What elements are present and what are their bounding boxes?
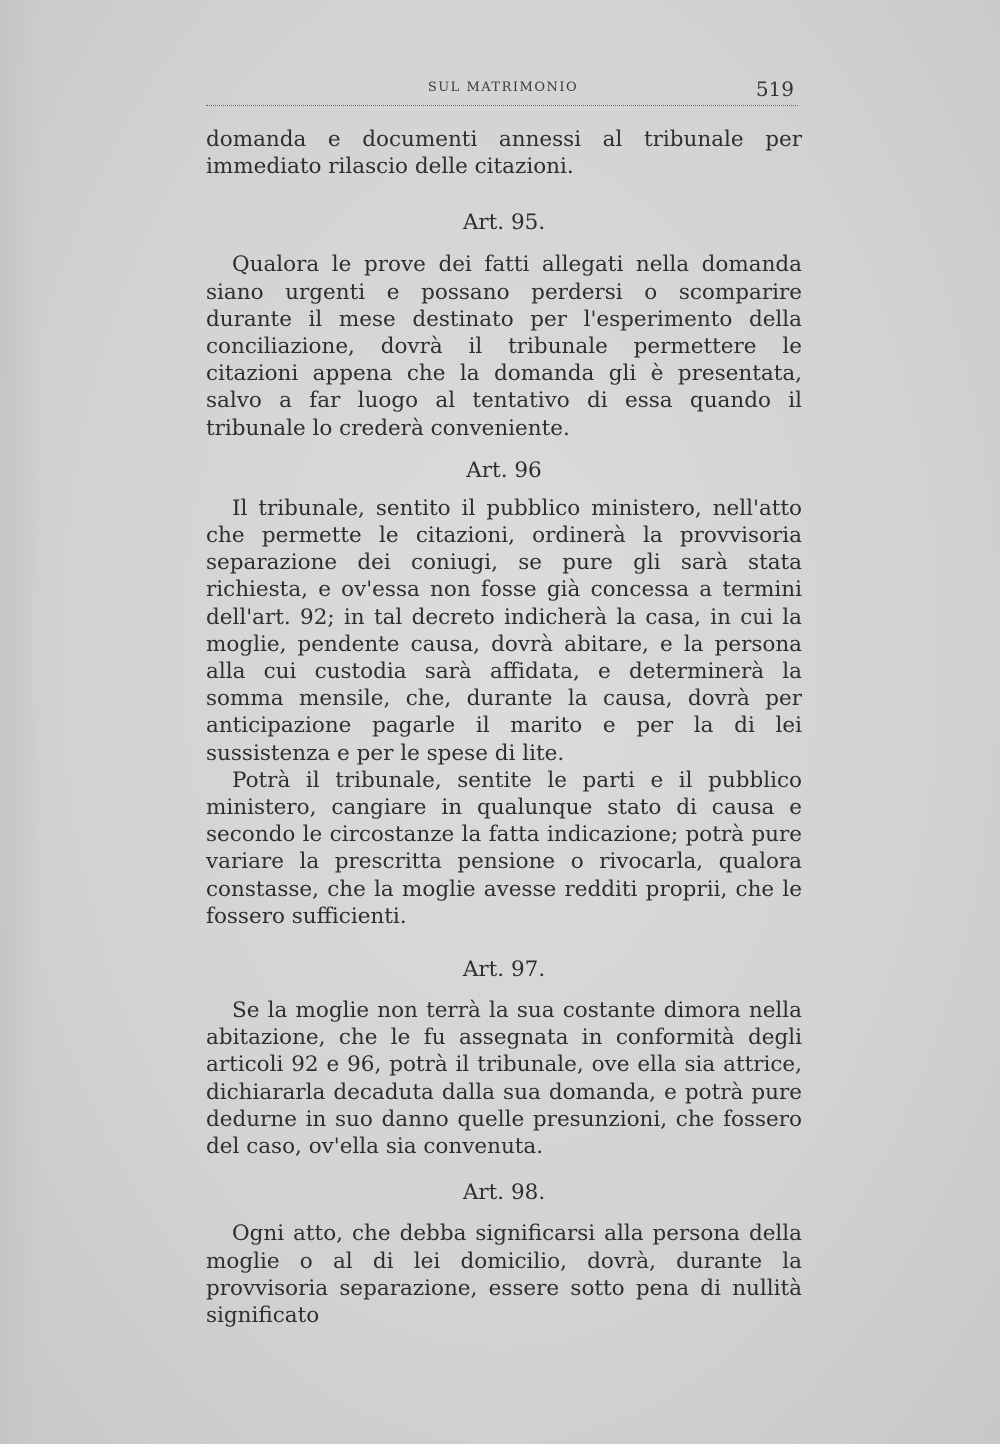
header-rule (206, 105, 798, 106)
article-96-paragraph-2: Potrà il tribunale, sentite le parti e il pubblico ministero, cangiare in qualunque stato di causa e secondo le circostanze la fatta indicazione; potrà pure variare la prescritta pensione o rivocarla, qualora constasse, che la moglie avesse redditi proprii, che le fossero sufficienti. (206, 767, 802, 929)
continuation-paragraph: domanda e documenti annessi al tribunale per immediato rilascio delle citazioni. (206, 127, 802, 180)
article-heading-97: Art. 97. (462, 957, 546, 983)
running-head (206, 77, 800, 102)
article-heading-95: Art. 95. (462, 210, 546, 236)
running-title: SUL MATRIMONIO (427, 80, 579, 95)
article-96-paragraph-1: Il tribunale, sentito il pubblico ministero, nell'atto che permette le citazioni, ordinerà la provvisoria separazione dei coniugi, se pure gli sarà stata richiesta, e ov'essa non fosse già concessa a termini dell'art. 92; in tal decreto indicherà la casa, in cui la moglie, pendente causa, dovrà abitare, e la persona alla cui custodia sarà affidata, e determinerà la somma mensile, che, durante la causa, dovrà per anticipazione pagarle il marito e per la di lei sussistenza e per le spese di lite. (206, 495, 802, 766)
article-97-paragraph: Se la moglie non terrà la sua costante dimora nella abitazione, che le fu assegnata in conformità degli articoli 92 e 96, potrà il tribunale, ove ella sia attrice, dichiararla decaduta dalla sua domanda, e potrà pure dedurne in suo danno quelle presunzioni, che fossero del caso, ov'ella sia convenuta. (206, 998, 802, 1160)
body-text (206, 126, 802, 1329)
article-95-paragraph: Qualora le prove dei fatti allegati nella domanda siano urgenti e possano perdersi o scomparire durante il mese destinato per l'esperimento della conciliazione, dovrà il tribunale permettere le citazioni appena che la domanda gli è presentata, salvo a far luogo al tentativo di essa quando il tribunale lo crederà conveniente. (206, 252, 802, 441)
article-heading-98: Art. 98. (462, 1180, 546, 1206)
article-heading-96: Art. 96 (466, 457, 542, 483)
article-98-paragraph: Ogni atto, che debba significarsi alla persona della moglie o al di lei domicilio, dovrà, durante la provvisoria separazione, essere sotto pena di nullità significato (206, 1221, 802, 1328)
page-number: 519 (755, 77, 794, 101)
